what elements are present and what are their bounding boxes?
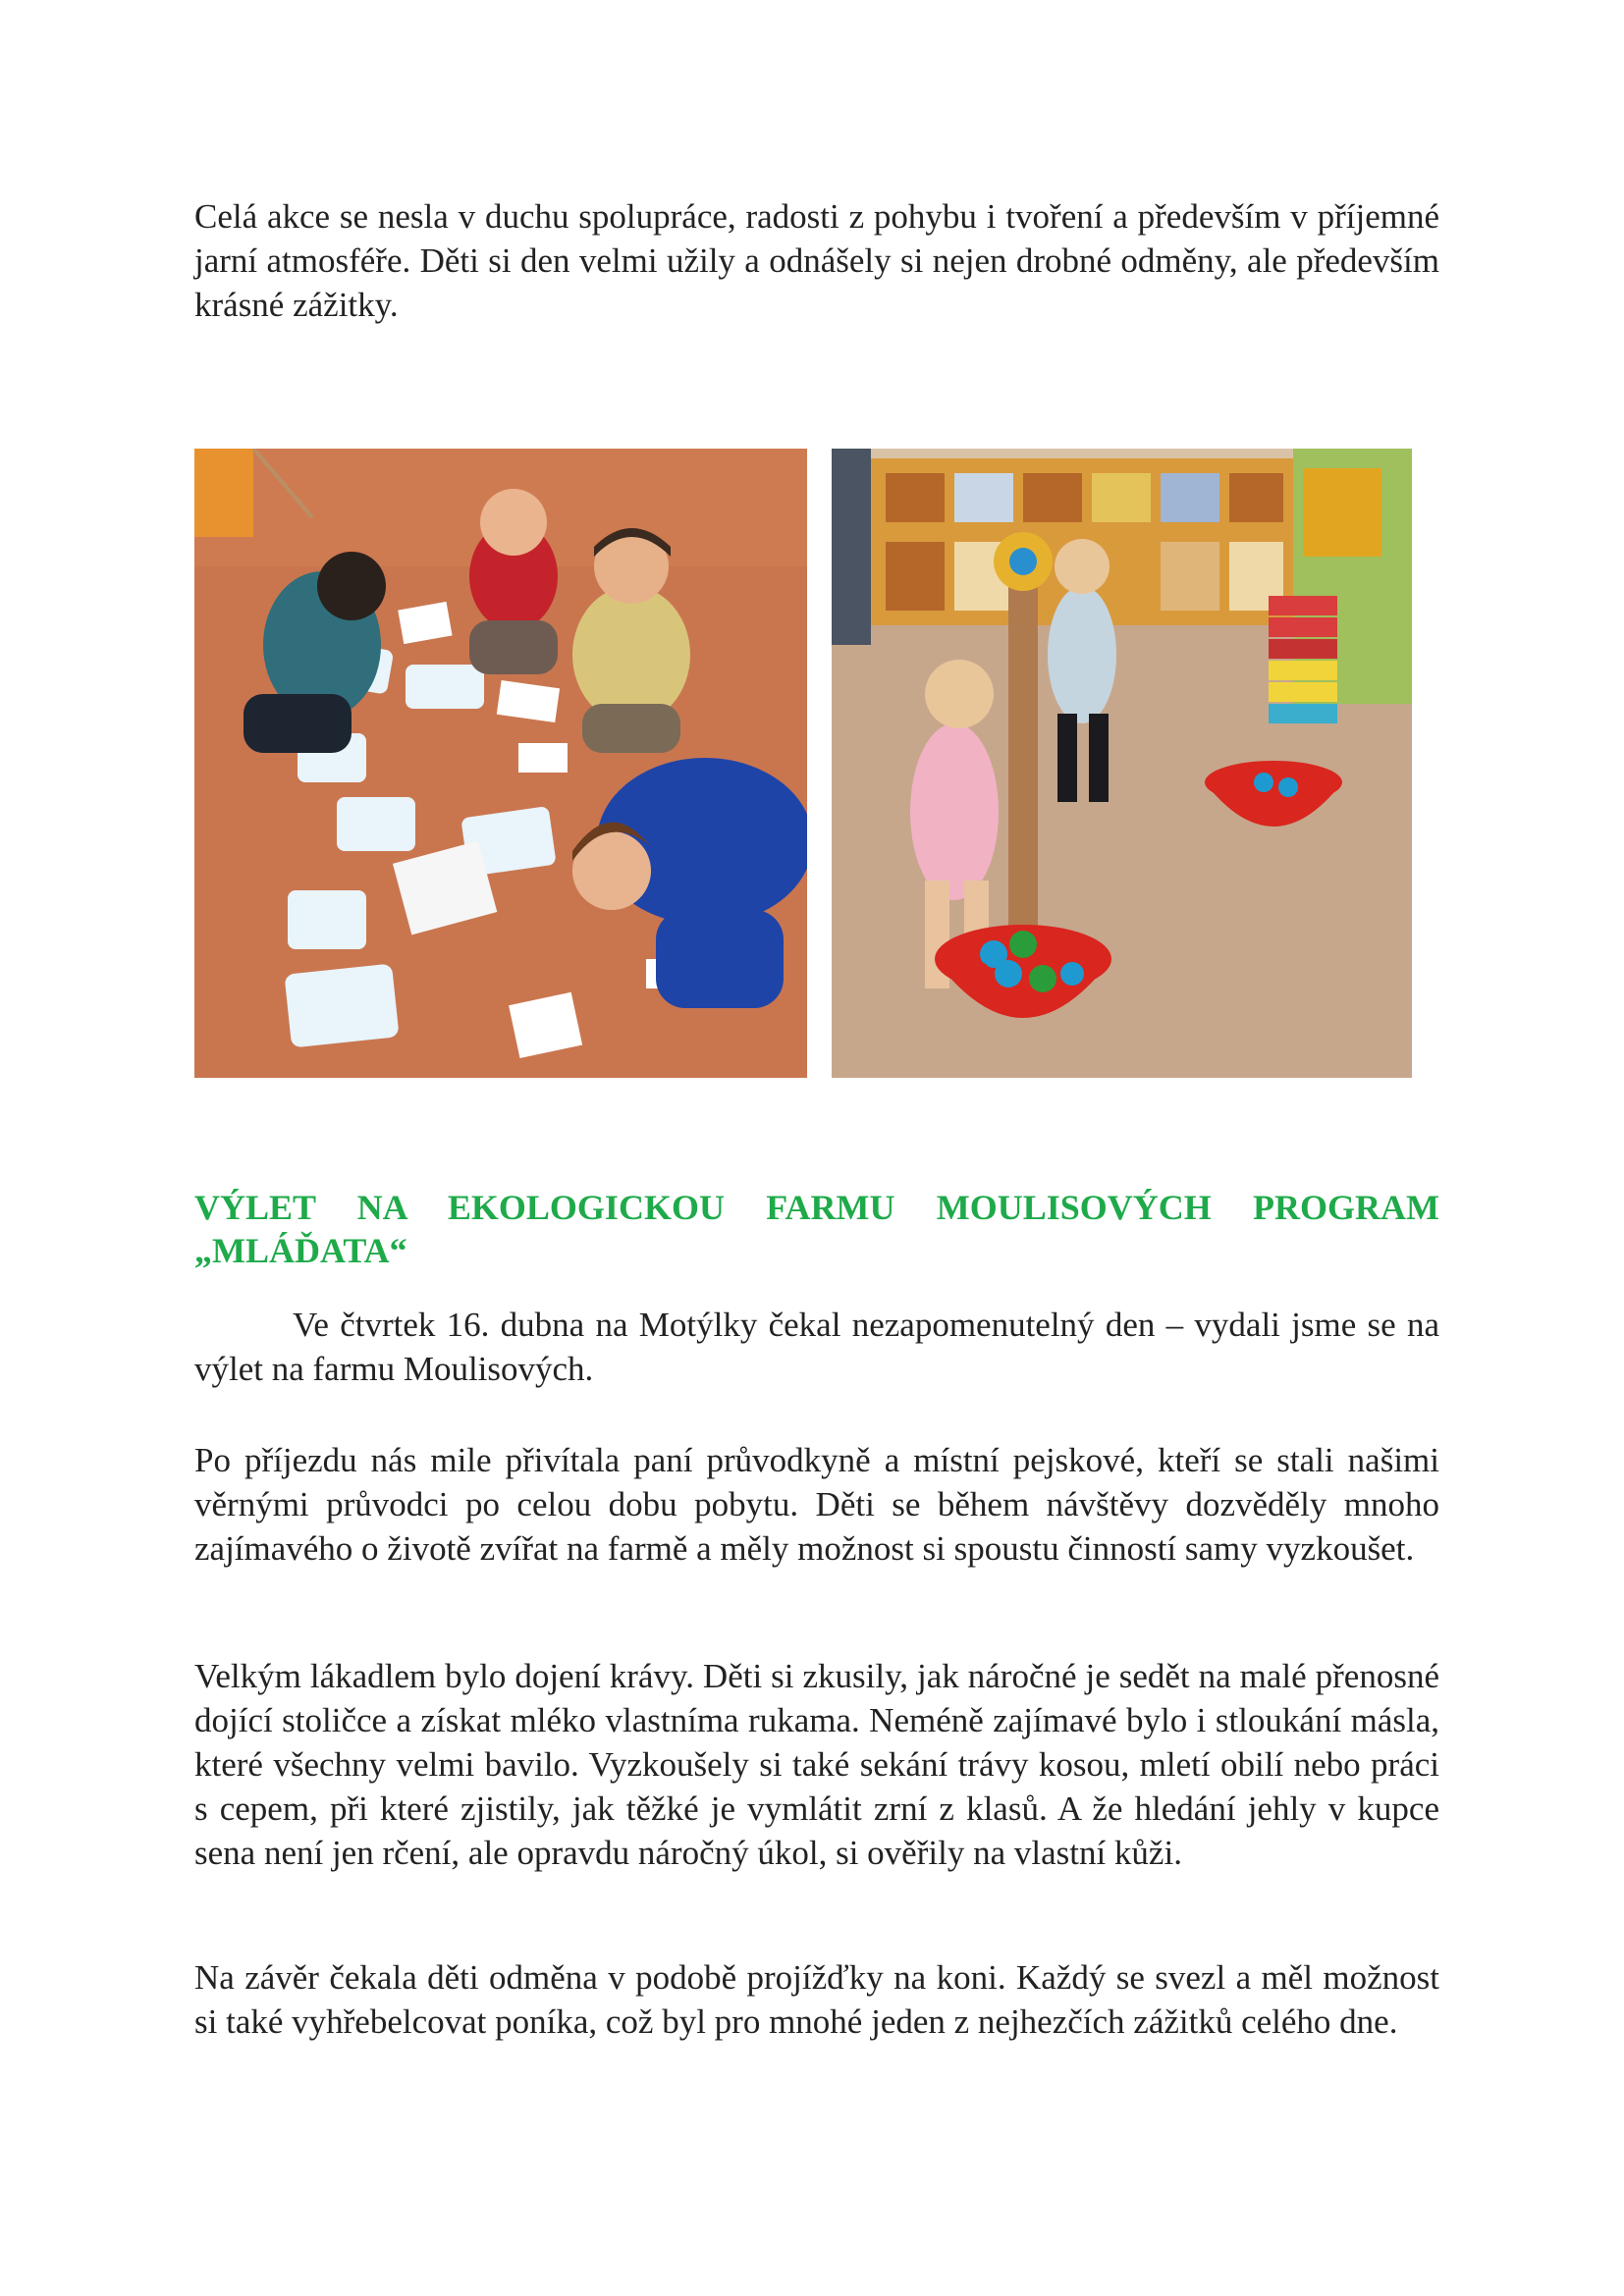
intro-paragraph: Celá akce se nesla v duchu spolupráce, radosti z pohybu i tvoření a především v příjemné jarní atmosféře. Děti si den velmi užily a odnášely si nejen drobné odměny, ale především krásné zážitky. xyxy=(194,197,1439,324)
milking-paragraph: Velkým lákadlem bylo dojení krávy. Děti si zkusily, jak náročné je sedět na malé přenosné dojící stoličce a získat mléko vlastníma rukama. Neméně zajímavé bylo i stloukání másla, které všechny velmi bavilo. Vyzkoušely si také sekání trávy kosou, mletí obilí nebo práci s cepem, při které zjistily, jak těžké je vymlátit zrní z klasů. A že hledání jehly v kupce sena není jen rčení, ale opravdu náročný úkol, si ověřily na vlastní kůži. xyxy=(194,1657,1439,1872)
section-heading: VÝLET NA EKOLOGICKOU FARMU MOULISOVÝCH PROGRAM „MLÁĎATA“ xyxy=(194,1188,1439,1270)
ending-paragraph: Na závěr čekala děti odměna v podobě projížďky na koni. Každý se svezl a měl možnost si také vyhřebelcovat poníka, což byl pro mnohé jeden z nejhezčích zážitků celého dne. xyxy=(194,1958,1439,2041)
photo-children-insect-cards xyxy=(194,449,807,1078)
arrival-paragraph: Po příjezdu nás mile přivítala paní průvodkyně a místní pejskové, kteří se stali našimi věrnými průvodci po celou dobu pobytu. Děti se během návštěvy dozvěděly mnoho zajímavého o životě zvířat na farmě a měly možnost si spoustu činností samy vyzkoušet. xyxy=(194,1441,1439,1568)
trip-intro-paragraph: Ve čtvrtek 16. dubna na Motýlky čekal nezapomenutelný den – vydali jsme se na výlet na farmu Moulisových. xyxy=(194,1306,1439,1388)
photo-children-ball-game xyxy=(832,449,1412,1078)
